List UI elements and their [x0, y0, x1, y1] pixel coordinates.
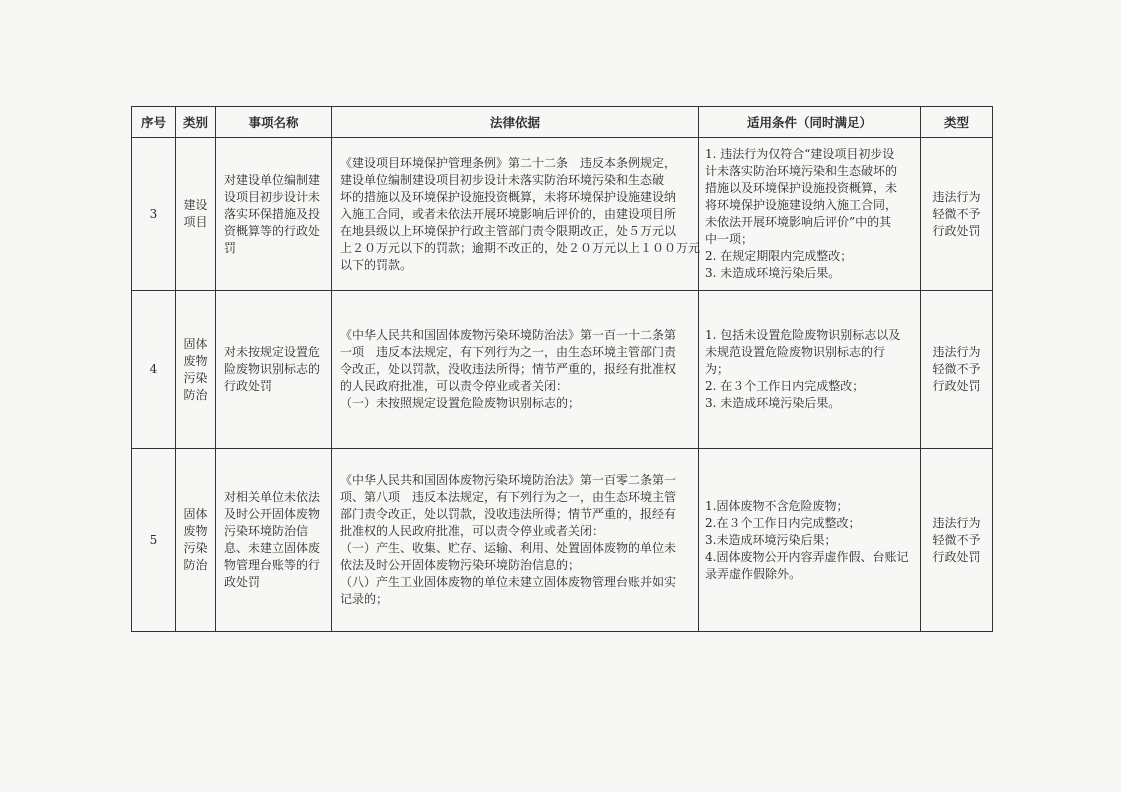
- name-line: 落实环保措施及投: [224, 206, 321, 221]
- category-line: 固体: [183, 336, 208, 351]
- condition-line: 将环境保护设施建设纳入施工合同，: [705, 198, 898, 212]
- header-legal-basis: 法律依据: [332, 107, 699, 138]
- category-line: 防治: [183, 387, 208, 402]
- row-conditions: [699, 138, 921, 291]
- category-line: 污染: [183, 370, 208, 385]
- condition-line: 1. 包括未设置危险废物识别标志以及: [705, 328, 901, 342]
- condition-line: 2.在３个工作日内完成整改；: [705, 515, 861, 530]
- table-header-row: [132, 107, 993, 138]
- law-line: 上２０万元以下的罚款；逾期不改正的，处２０万元以上１００万元: [340, 240, 701, 255]
- condition-line: 中一项；: [705, 232, 754, 246]
- law-line: 依法及时公开固体废物污染环境防治信息的；: [340, 558, 581, 572]
- condition-line: 2. 在规定期限内完成整改；: [705, 249, 853, 263]
- name-line: 污染环境防治信: [224, 524, 309, 538]
- row-type: [921, 449, 993, 632]
- type-line: 违法行为: [932, 189, 981, 204]
- row-type: [921, 138, 993, 291]
- category-line: 废物: [183, 524, 208, 538]
- type-line: 违法行为: [932, 345, 981, 359]
- type-line: 行政处罚: [932, 379, 981, 393]
- row-category: [176, 138, 216, 291]
- type-line: 违法行为: [932, 515, 981, 530]
- row-item-name: [216, 291, 332, 449]
- law-line: （一）产生、收集、贮存、运输、利用、处置固体废物的单位未: [340, 541, 677, 555]
- law-line: 部门责令改正，处以罚款，没收违法所得；情节严重的，报经有: [340, 507, 677, 521]
- type-line: 行政处罚: [932, 549, 981, 564]
- name-line: 对相关单位未依法: [224, 490, 321, 504]
- condition-line: 2. 在３个工作日内完成整改；: [705, 379, 865, 393]
- law-line: 入施工合同，或者未依法开展环境影响后评价的，由建设项目所: [340, 206, 677, 221]
- law-line: （一）未按照规定设置危险废物识别标志的；: [340, 396, 581, 410]
- law-line: 记录的；: [340, 592, 389, 606]
- type-line: 轻微不予: [932, 206, 981, 221]
- law-line: 项、第八项 违反本法规定，有下列行为之一，由生态环境主管: [340, 490, 677, 504]
- law-line: 令改正，处以罚款，没收违法所得；情节严重的，报经有批准权: [340, 362, 677, 376]
- name-line: 及时公开固体废物: [224, 507, 321, 521]
- condition-line: 未规范设置危险废物识别标志的行: [705, 345, 886, 359]
- name-line: 政处罚: [224, 575, 261, 589]
- type-line: 行政处罚: [932, 223, 981, 238]
- row-number: 3: [132, 138, 176, 291]
- name-line: 行政处罚: [224, 379, 273, 393]
- law-line: 以下的罚款。: [340, 257, 413, 272]
- row-legal-basis: [332, 291, 699, 449]
- law-line: 的人民政府批准，可以责令停业或者关闭：: [340, 379, 569, 393]
- condition-line: 措施以及环境保护设施投资概算，未: [705, 181, 898, 195]
- header-item-name: 事项名称: [216, 107, 332, 138]
- category-line: 废物: [183, 353, 208, 368]
- name-line: 息、未建立固体废: [224, 541, 321, 555]
- condition-line: 未依法开展环境影响后评价”中的其: [705, 215, 892, 229]
- name-line: 对建设单位编制建: [224, 172, 321, 187]
- row-item-name: [216, 449, 332, 632]
- header-conditions: 适用条件（同时满足）: [699, 107, 921, 138]
- header-serial-number: 序号: [132, 107, 176, 138]
- law-line: 《中华人民共和国固体废物污染环境防治法》第一百零二条第一: [340, 473, 677, 487]
- condition-line: 4.固体废物公开内容弄虚作假、台账记: [705, 549, 909, 564]
- row-item-name: [216, 138, 332, 291]
- law-line: 批准权的人民政府批准，可以责令停业或者关闭：: [340, 524, 605, 538]
- condition-line: 1.固体废物不含危险废物；: [705, 498, 849, 513]
- law-line: （八）产生工业固体废物的单位未建立固体废物管理台账并如实: [340, 575, 677, 589]
- law-line: 《建设项目环境保护管理条例》第二十二条 违反本条例规定，: [340, 155, 677, 170]
- category-line: 防治: [183, 558, 208, 572]
- condition-line: 3. 未造成环境污染后果。: [705, 266, 841, 280]
- row-type: [921, 291, 993, 449]
- row-category: [176, 449, 216, 632]
- category-line: 污染: [183, 541, 208, 555]
- type-line: 轻微不予: [932, 532, 981, 547]
- condition-line: 为；: [705, 362, 730, 376]
- law-line: 坏的措施以及环境保护设施投资概算，未将环境保护设施建设纳: [340, 189, 677, 204]
- row-legal-basis: [332, 138, 699, 291]
- condition-line: 计未落实防治环境污染和生态破坏的: [705, 164, 898, 178]
- condition-line: 录弄虚作假除外。: [705, 566, 802, 581]
- name-line: 资概算等的行政处: [224, 223, 321, 238]
- name-line: 险废物识别标志的: [224, 362, 321, 376]
- row-category: [176, 291, 216, 449]
- row-legal-basis: [332, 449, 699, 632]
- category-line: 项目: [183, 215, 208, 229]
- row-conditions: [699, 291, 921, 449]
- law-line: 《中华人民共和国固体废物污染环境防治法》第一百一十二条第: [340, 328, 677, 342]
- table-row: [132, 138, 993, 291]
- category-line: 固体: [183, 507, 208, 521]
- name-line: 罚: [224, 240, 237, 255]
- header-category: 类别: [176, 107, 216, 138]
- name-line: 对未按规定设置危: [224, 345, 321, 359]
- condition-line: 3.未造成环境污染后果；: [705, 532, 837, 547]
- law-line: 在地县级以上环境保护行政主管部门责令限期改正，处５万元以: [340, 223, 677, 238]
- row-number: 4: [132, 291, 176, 449]
- category-line: 建设: [183, 198, 208, 212]
- table-row: [132, 449, 993, 632]
- row-conditions: [699, 449, 921, 632]
- condition-line: 1. 违法行为仅符合“建设项目初步设: [705, 147, 895, 161]
- table-row: [132, 291, 993, 449]
- condition-line: 3. 未造成环境污染后果。: [705, 396, 841, 410]
- name-line: 设项目初步设计未: [224, 189, 321, 204]
- type-line: 轻微不予: [932, 362, 981, 376]
- row-number: 5: [132, 449, 176, 632]
- name-line: 物管理台账等的行: [224, 558, 321, 572]
- penalty-table: [131, 106, 993, 632]
- header-type: 类型: [921, 107, 993, 138]
- law-line: 一项 违反本法规定，有下列行为之一，由生态环境主管部门责: [340, 345, 677, 359]
- law-line: 建设单位编制建设项目初步设计未落实防治环境污染和生态破: [340, 172, 665, 187]
